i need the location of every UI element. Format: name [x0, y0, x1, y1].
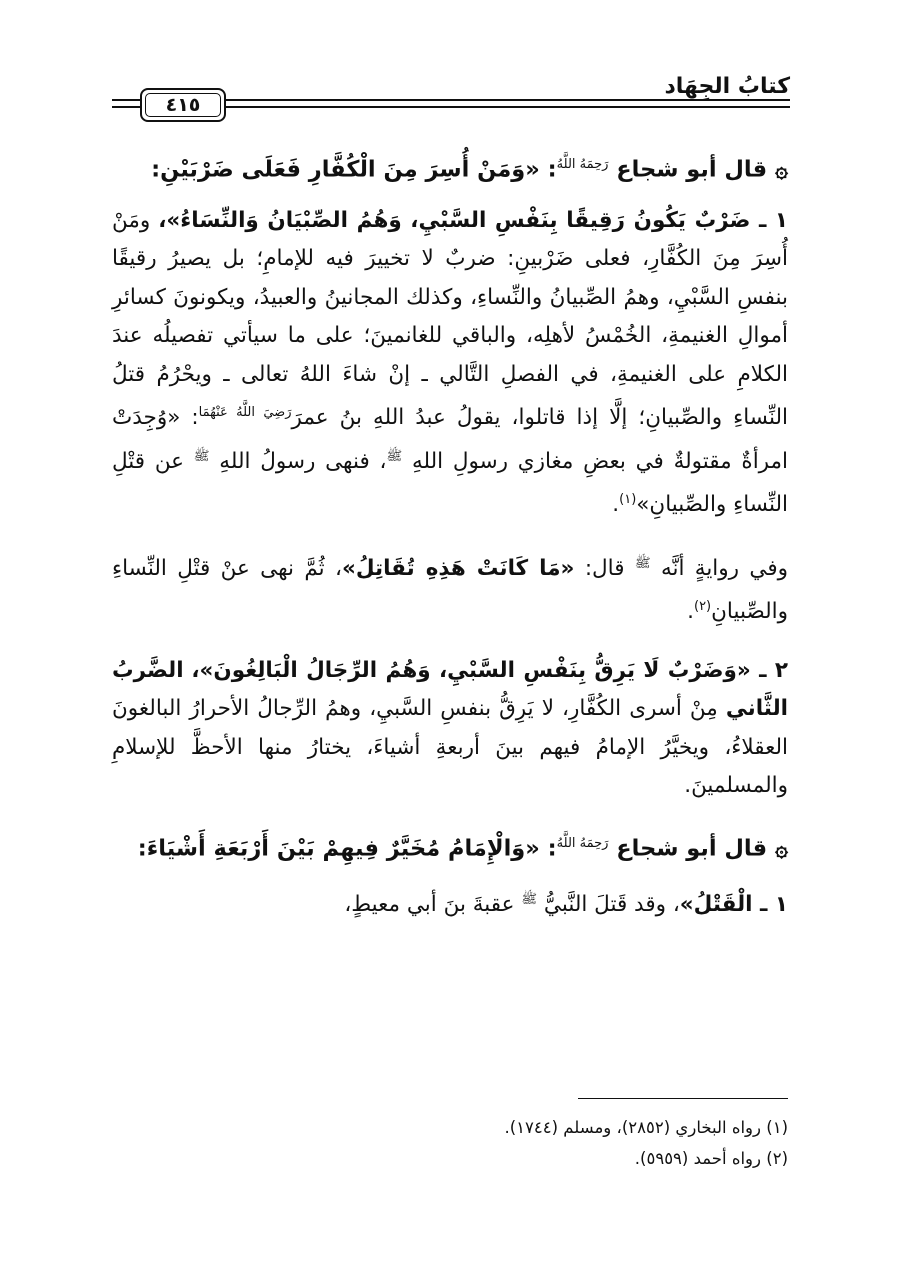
paragraph-3-bold: الضَّربُ الثَّاني — [112, 657, 789, 722]
heading-2-quote: : «وَالْإِمَامُ مُخَيَّرٌ فِيهِمْ بَيْنَ أَرْبَعَةِ أَشْيَاءَ: — [137, 835, 557, 862]
section-heading-1 — [112, 146, 788, 190]
header-rule-right-top — [226, 99, 790, 101]
honorific-4: ﷺ — [193, 448, 210, 464]
paragraph-1-text-c: ، فنهى رسولُ اللهِ — [219, 448, 387, 474]
section-heading-2 — [112, 825, 788, 869]
paragraph-1-end: . — [612, 492, 620, 518]
paragraph-2-text-b: قال: — [584, 555, 625, 581]
paragraph-2-text-c: ، ثُمَّ نهى عنْ قتْلِ النِّساءِ والصِّبيانِ — [112, 555, 788, 625]
footnotes — [112, 1112, 788, 1174]
paragraph-3-text: مِنْ أسرى الكُفَّارِ، لا يَرِقُّ بنفسِ السَّبيِ، وهمُ الرِّجالُ الأحرارُ البالغونَ العقلاءُ، ويخيَّرُ الإمامُ فيهم بينَ أربعةِ أشياءَ، يختارُ منها الأحظَّ للإسلامِ والمسلمينَ. — [112, 696, 788, 798]
page-number: ٤١٥ — [145, 93, 221, 117]
paragraph-3-heading: ٢ ـ «وَضَرْبٌ لَا يَرِقُّ بِنَفْسِ السَّبْيِ، وَهُمُ الرِّجَالُ الْبَالِغُونَ»، — [191, 657, 788, 683]
page-header — [112, 70, 790, 130]
honorific-1: رَحِمَهُ اللَّهُ — [556, 157, 609, 172]
heading-1-quote: : «وَمَنْ أُسِرَ مِنَ الْكُفَّارِ فَعَلَى ضَرْبَيْنِ: — [151, 156, 557, 183]
header-rule-right-bottom — [226, 106, 790, 108]
honorific-7: ﷺ — [521, 892, 538, 908]
footnote-ref-2[interactable]: (٢) — [693, 599, 712, 615]
header-rule-left-top — [112, 99, 140, 101]
paragraph-1-text-d: عن قتْلِ النِّساءِ والصِّبيانِ» — [112, 448, 788, 518]
paragraph-2-text-a: وفي روايةٍ أنَّه — [660, 555, 788, 581]
heading-2-intro: قال أبو شجاع — [616, 835, 768, 862]
page-body — [112, 146, 788, 925]
paragraph-2-quote: «مَا كَانَتْ هَذِهِ تُقَاتِلُ» — [341, 555, 575, 581]
header-rule-left-bottom — [112, 106, 140, 108]
paragraph-4-heading: ١ ـ الْقَتْلُ» — [679, 892, 788, 918]
honorific-2: رَضِيَ اللَّهُ عَنْهُمَا — [198, 404, 292, 420]
paragraph-4-text-b: عقبةَ بنَ أبي معيطٍ، — [344, 892, 515, 918]
paragraph-4 — [112, 881, 788, 925]
footnote-divider — [578, 1098, 788, 1099]
footnote-1: (١) رواه البخاري (٢٨٥٢)، ومسلم (١٧٤٤). — [504, 1118, 788, 1137]
paragraph-1-heading: ١ ـ ضَرْبٌ يَكُونُ رَقِيقًا بِنَفْسِ السَّبْيِ، وَهُمُ الصِّبْيَانُ وَالنِّسَاءُ»، — [158, 207, 789, 233]
paragraph-1-text-b: : «وُجِدَتْ امرأةٌ مقتولةٌ في بعضِ مغازي رسولِ اللهِ — [112, 405, 789, 474]
heading-1-intro: قال أبو شجاع — [616, 156, 768, 183]
chapter-title: كتابُ الجِهَاد — [664, 74, 790, 99]
ornament-icon-2: ۞ — [775, 836, 788, 862]
paragraph-3 — [112, 652, 788, 806]
paragraph-1 — [112, 202, 788, 525]
paragraph-1-text-a: ومَنْ أُسِرَ مِنَ الكُفَّارِ، فعلى ضَرْبينِ: ضربٌ لا تخييرَ فيه للإمامِ؛ بل يصيرُ رقيقًا بنفسِ السَّبْيِ، وهمُ الصِّبيانُ والنِّساءِ، وكذلك المجانينُ والعبيدُ، ويكونونَ كسائرِ أموالِ الغنيمةِ، الخُمْسُ لأهلِه، والباقي للغانمينَ؛ على ما سيأتي تفصيلُه عندَ الكلامِ على الغنيمةِ، في الفصلِ التَّالي ـ إنْ شاءَ اللهُ تعالى ـ ويحْرُمُ قتلُ النِّساءِ والصِّبيانِ؛ إلَّا إذا قاتلوا، يقولُ عبدُ اللهِ بنُ عمرَ — [112, 207, 788, 431]
paragraph-4-text-a: ، وقد قَتلَ النَّبيُّ — [543, 892, 680, 918]
paragraph-2 — [112, 545, 788, 632]
honorific-5: ﷺ — [634, 555, 651, 571]
page-number-frame — [140, 88, 226, 122]
footnote-2: (٢) رواه أحمد (٥٩٥٩). — [634, 1149, 788, 1168]
ornament-icon: ۞ — [775, 157, 788, 183]
footnote-ref-1[interactable]: (١) — [619, 492, 637, 508]
honorific-3: ﷺ — [386, 448, 403, 464]
paragraph-2-end: . — [687, 599, 694, 625]
honorific-6: رَحِمَهُ اللَّهُ — [556, 836, 609, 852]
